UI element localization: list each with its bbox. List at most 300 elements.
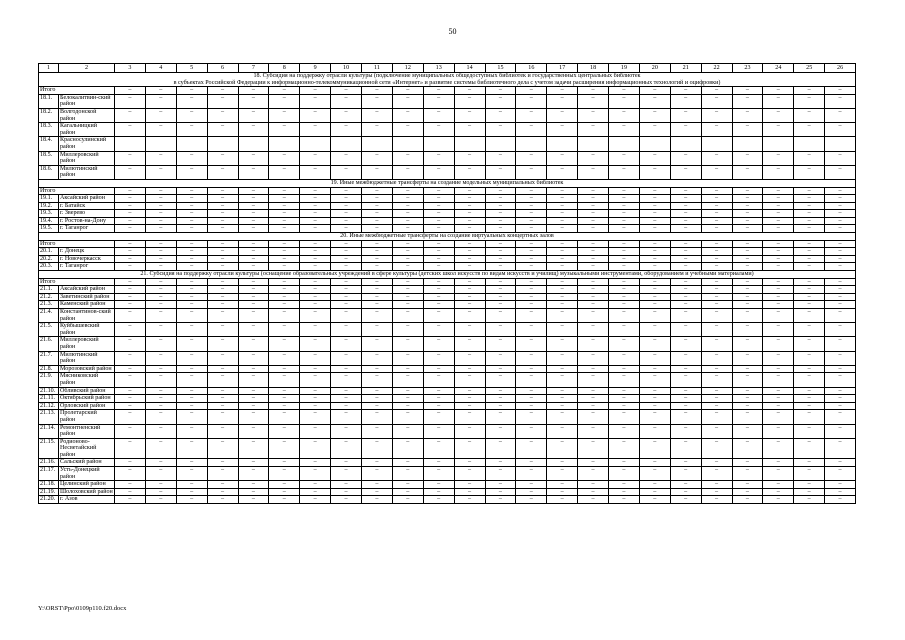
row-name: Октябрьский район [59,395,115,403]
value-cell: – [732,263,763,271]
table-row [39,210,856,218]
value-cell: – [825,248,856,256]
value-cell: – [207,255,238,263]
value-cell: – [454,373,485,387]
value-cell: – [825,202,856,210]
value-cell: – [115,301,146,309]
value-cell: – [825,240,856,248]
value-cell: – [392,496,423,504]
value-cell: – [701,481,732,489]
value-cell: – [794,248,825,256]
value-cell: – [300,496,331,504]
value-cell: – [269,337,300,351]
value-cell: – [269,323,300,337]
value-cell: – [392,286,423,294]
value-cell: – [578,195,609,203]
row-name: г. Новочеркасск [59,255,115,263]
value-cell: – [300,323,331,337]
value-cell: – [331,402,362,410]
table-row [39,263,856,271]
value-cell: – [516,240,547,248]
value-cell: – [392,278,423,286]
value-cell: – [609,365,640,373]
value-cell: – [516,337,547,351]
value-cell: – [362,248,393,256]
value-cell: – [516,263,547,271]
value-cell: – [454,387,485,395]
value-cell: – [238,263,269,271]
value-cell: – [763,301,794,309]
value-cell: – [115,248,146,256]
value-cell: – [763,87,794,95]
value-cell: – [423,240,454,248]
row-number: 19.4. [39,217,59,225]
value-cell: – [485,410,516,424]
value-cell: – [639,365,670,373]
value-cell: – [115,410,146,424]
value-cell: – [300,365,331,373]
value-cell: – [547,165,578,179]
value-cell: – [609,323,640,337]
table-row [39,410,856,424]
value-cell: – [207,373,238,387]
value-cell [300,137,331,151]
value-cell: – [578,87,609,95]
value-cell: – [516,438,547,459]
value-cell: – [639,488,670,496]
value-cell: – [701,255,732,263]
row-name: г. Таганрог [59,225,115,233]
row-number: 18.4. [39,137,59,151]
header-row [39,64,856,73]
value-cell: – [300,210,331,218]
value-cell: – [701,217,732,225]
value-cell: – [423,255,454,263]
value-cell: – [547,438,578,459]
value-cell: – [115,365,146,373]
total-row [39,187,856,195]
value-cell: – [485,459,516,467]
value-cell: – [115,278,146,286]
value-cell: – [485,323,516,337]
value-cell: – [423,301,454,309]
value-cell: – [331,438,362,459]
value-cell: – [269,217,300,225]
row-name: Константинов-ский район [59,309,115,323]
value-cell: – [115,438,146,459]
value-cell: – [578,410,609,424]
value-cell: – [392,263,423,271]
value-cell: – [454,301,485,309]
value-cell: – [454,481,485,489]
table-row [39,137,856,151]
value-cell: – [794,165,825,179]
value-cell: – [670,187,701,195]
value-cell [732,137,763,151]
row-number: 21.8. [39,365,59,373]
value-cell: – [547,240,578,248]
value-cell: – [825,301,856,309]
value-cell: – [331,123,362,137]
header-cell: 22 [701,64,732,73]
value-cell: – [732,488,763,496]
table-row [39,373,856,387]
value-cell: – [423,108,454,122]
value-cell: – [207,286,238,294]
value-cell: – [639,459,670,467]
value-cell: – [485,195,516,203]
table-row [39,248,856,256]
header-cell: 20 [639,64,670,73]
value-cell: – [115,263,146,271]
value-cell: – [238,165,269,179]
value-cell: – [763,263,794,271]
value-cell: – [547,395,578,403]
value-cell: – [300,481,331,489]
value-cell: – [794,217,825,225]
row-number: 19.5. [39,225,59,233]
value-cell: – [454,94,485,108]
value-cell: – [670,488,701,496]
value-cell: – [670,309,701,323]
value-cell: – [238,365,269,373]
total-row [39,87,856,95]
value-cell: – [207,94,238,108]
value-cell: – [331,410,362,424]
value-cell: – [485,301,516,309]
value-cell: – [269,225,300,233]
value-cell: – [238,202,269,210]
value-cell: – [392,365,423,373]
value-cell: – [331,165,362,179]
table-row [39,488,856,496]
value-cell: – [238,187,269,195]
value-cell: – [207,293,238,301]
value-cell: – [300,410,331,424]
value-cell: – [454,309,485,323]
row-name: Милютинский район [59,165,115,179]
value-cell: – [115,337,146,351]
value-cell: – [176,255,207,263]
value-cell: – [732,108,763,122]
value-cell: – [701,467,732,481]
value-cell: – [732,438,763,459]
value-cell: – [207,165,238,179]
value-cell: – [392,373,423,387]
header-cell: 18 [578,64,609,73]
value-cell [794,137,825,151]
value-cell: – [176,459,207,467]
value-cell: – [609,108,640,122]
value-cell: – [639,123,670,137]
value-cell: – [454,108,485,122]
value-cell: – [392,402,423,410]
value-cell: – [392,210,423,218]
value-cell: – [547,286,578,294]
value-cell: – [115,210,146,218]
value-cell: – [454,488,485,496]
value-cell: – [639,195,670,203]
value-cell: – [701,402,732,410]
value-cell: – [732,402,763,410]
value-cell: – [176,301,207,309]
value-cell: – [115,424,146,438]
value-cell: – [423,488,454,496]
value-cell: – [670,410,701,424]
row-number: 21.12. [39,402,59,410]
value-cell: – [732,202,763,210]
value-cell: – [331,496,362,504]
value-cell [763,137,794,151]
value-cell: – [609,301,640,309]
value-cell: – [578,373,609,387]
row-name: Целинский район [59,481,115,489]
value-cell: – [701,293,732,301]
value-cell: – [578,263,609,271]
value-cell: – [176,151,207,165]
value-cell: – [701,438,732,459]
value-cell: – [516,217,547,225]
section-title-row [39,73,856,87]
value-cell: – [454,424,485,438]
value-cell: – [701,123,732,137]
value-cell: – [485,94,516,108]
value-cell: – [639,165,670,179]
value-cell: – [145,87,176,95]
value-cell: – [578,351,609,365]
value-cell: – [763,278,794,286]
value-cell: – [331,151,362,165]
value-cell: – [362,365,393,373]
value-cell: – [145,459,176,467]
value-cell: – [331,278,362,286]
value-cell: – [269,187,300,195]
value-cell: – [578,94,609,108]
value-cell: – [115,255,146,263]
value-cell: – [794,395,825,403]
value-cell: – [578,286,609,294]
value-cell: – [115,217,146,225]
value-cell: – [578,459,609,467]
value-cell: – [516,323,547,337]
value-cell: – [639,263,670,271]
value-cell: – [300,286,331,294]
value-cell: – [362,87,393,95]
value-cell: – [701,301,732,309]
row-number: 18.2. [39,108,59,122]
value-cell: – [701,424,732,438]
value-cell: – [331,293,362,301]
value-cell: – [176,165,207,179]
table-row [39,438,856,459]
value-cell [578,137,609,151]
value-cell: – [578,365,609,373]
value-cell: – [454,255,485,263]
value-cell: – [238,488,269,496]
value-cell: – [269,424,300,438]
value-cell: – [115,309,146,323]
value-cell: – [732,255,763,263]
value-cell: – [609,424,640,438]
value-cell: – [269,467,300,481]
value-cell: – [578,387,609,395]
row-number: 21.15. [39,438,59,459]
value-cell: – [269,94,300,108]
value-cell: – [176,365,207,373]
value-cell: – [763,255,794,263]
value-cell: – [392,488,423,496]
header-cell: 7 [238,64,269,73]
value-cell: – [423,165,454,179]
value-cell: – [670,373,701,387]
value-cell: – [701,410,732,424]
value-cell: – [639,202,670,210]
value-cell: – [145,323,176,337]
value-cell: – [207,424,238,438]
value-cell: – [115,94,146,108]
value-cell: – [423,286,454,294]
value-cell: – [145,195,176,203]
value-cell: – [516,278,547,286]
value-cell: – [362,187,393,195]
value-cell: – [300,459,331,467]
value-cell: – [701,309,732,323]
value-cell: – [269,210,300,218]
value-cell: – [763,108,794,122]
value-cell: – [238,278,269,286]
value-cell: – [825,395,856,403]
value-cell: – [670,195,701,203]
value-cell: – [454,87,485,95]
value-cell: – [670,225,701,233]
value-cell: – [238,248,269,256]
value-cell: – [763,467,794,481]
value-cell: – [423,365,454,373]
value-cell: – [300,165,331,179]
value-cell: – [176,293,207,301]
row-name: Куйбышевский район [59,323,115,337]
value-cell: – [670,387,701,395]
value-cell: – [578,293,609,301]
value-cell: – [238,225,269,233]
value-cell: – [609,248,640,256]
table-row [39,165,856,179]
value-cell: – [392,248,423,256]
value-cell: – [269,278,300,286]
table-row [39,402,856,410]
value-cell: – [238,151,269,165]
value-cell: – [701,263,732,271]
value-cell [331,137,362,151]
value-cell: – [763,94,794,108]
value-cell: – [763,240,794,248]
value-cell: – [609,293,640,301]
value-cell: – [701,387,732,395]
value-cell: – [300,123,331,137]
header-cell: 25 [794,64,825,73]
value-cell: – [516,373,547,387]
value-cell: – [639,496,670,504]
value-cell: – [516,195,547,203]
value-cell: – [145,438,176,459]
value-cell: – [362,278,393,286]
value-cell: – [269,387,300,395]
value-cell: – [300,337,331,351]
value-cell: – [485,151,516,165]
table-row [39,94,856,108]
row-number: 21.14. [39,424,59,438]
value-cell: – [578,488,609,496]
value-cell: – [423,373,454,387]
value-cell: – [454,293,485,301]
value-cell: – [331,488,362,496]
value-cell [825,137,856,151]
value-cell: – [145,309,176,323]
value-cell: – [145,395,176,403]
header-cell: 21 [670,64,701,73]
value-cell: – [145,286,176,294]
value-cell: – [207,263,238,271]
value-cell: – [825,278,856,286]
value-cell: – [300,187,331,195]
header-cell: 11 [362,64,393,73]
value-cell: – [423,210,454,218]
total-label: Итого [39,187,115,195]
value-cell: – [392,424,423,438]
header-cell: 12 [392,64,423,73]
value-cell: – [485,202,516,210]
value-cell: – [115,293,146,301]
value-cell: – [145,488,176,496]
value-cell: – [300,351,331,365]
value-cell: – [609,202,640,210]
value-cell: – [794,301,825,309]
header-cell: 16 [516,64,547,73]
budget-table [38,63,856,504]
value-cell: – [701,248,732,256]
value-cell: – [794,240,825,248]
value-cell: – [670,365,701,373]
value-cell: – [207,151,238,165]
value-cell: – [639,225,670,233]
row-name: г. Азов [59,496,115,504]
value-cell: – [547,293,578,301]
value-cell: – [670,217,701,225]
value-cell: – [207,323,238,337]
value-cell: – [362,402,393,410]
value-cell: – [763,337,794,351]
value-cell: – [176,286,207,294]
row-number: 21.19. [39,488,59,496]
value-cell: – [145,240,176,248]
value-cell: – [547,217,578,225]
value-cell: – [238,286,269,294]
value-cell: – [794,365,825,373]
value-cell: – [547,337,578,351]
value-cell: – [701,202,732,210]
value-cell: – [115,467,146,481]
value-cell: – [732,323,763,337]
value-cell: – [238,309,269,323]
value-cell: – [115,151,146,165]
row-number: 20.3. [39,263,59,271]
value-cell: – [454,202,485,210]
value-cell [547,137,578,151]
value-cell: – [609,402,640,410]
value-cell: – [454,123,485,137]
total-label: Итого [39,278,115,286]
value-cell: – [794,387,825,395]
